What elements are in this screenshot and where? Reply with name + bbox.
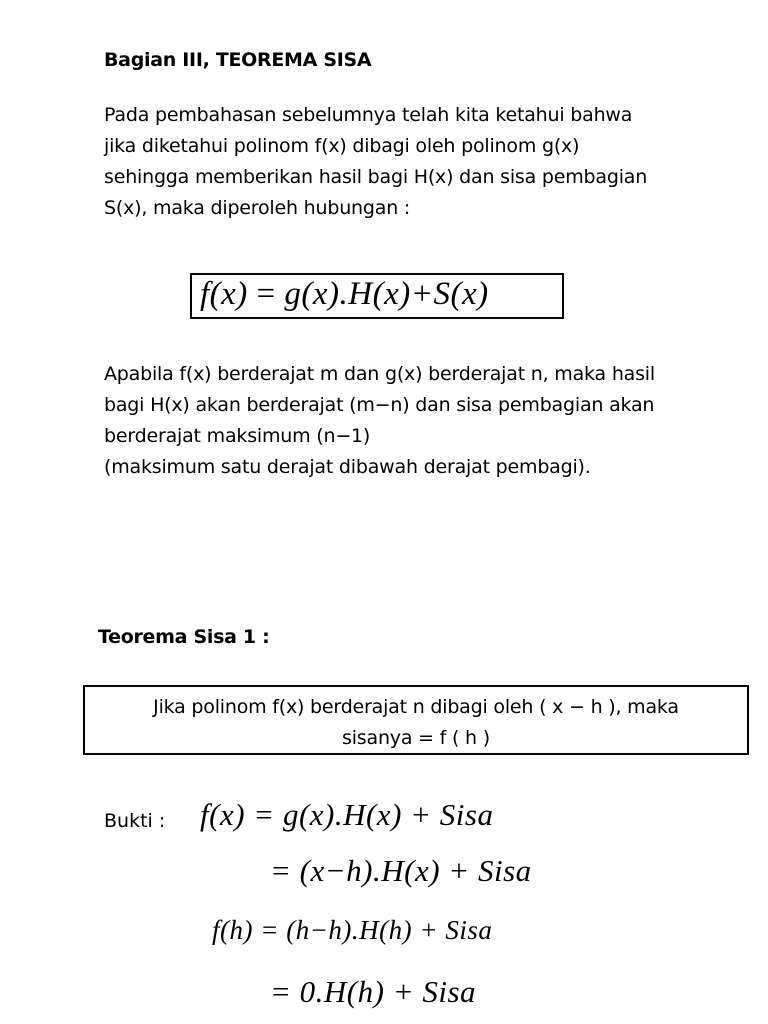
theorem-line: Jika polinom f(x) berderajat n dibagi oleh ( x − h ), maka (153, 696, 679, 718)
intro-line: Pada pembahasan sebelumnya telah kita ketahui bahwa (104, 104, 633, 126)
theorem-line: sisanya = f ( h ) (342, 727, 490, 749)
theorem-statement-box (83, 685, 749, 755)
formula-lhs: f(x) (200, 276, 248, 312)
degree-line: Apabila f(x) berderajat m dan g(x) berderajat n, maka hasil (104, 363, 655, 385)
proof-step-3: f(h) = (h−h).H(h) + Sisa (212, 915, 493, 945)
main-formula-box (190, 273, 564, 319)
main-formula (200, 276, 489, 313)
intro-line: jika diketahui polinom f(x) dibagi oleh polinom g(x) (104, 135, 580, 157)
proof-step-4: = 0.H(h) + Sisa (270, 974, 477, 1009)
formula-rhs: g(x).H(x)+S(x) (284, 276, 489, 312)
intro-line: S(x), maka diperoleh hubungan : (104, 197, 411, 219)
degree-line: berderajat maksimum (n−1) (104, 425, 371, 447)
theorem-title: Teorema Sisa 1 : (98, 626, 270, 648)
section-title: Bagian III, TEOREMA SISA (104, 49, 372, 71)
intro-line: sehingga memberikan hasil bagi H(x) dan sisa pembagian (104, 166, 648, 188)
proof-step-2: = (x−h).H(x) + Sisa (270, 853, 532, 888)
degree-line: bagi H(x) akan berderajat (m−n) dan sisa pembagian akan (104, 394, 655, 416)
proof-step-1: f(x) = g(x).H(x) + Sisa (200, 797, 494, 832)
degree-paragraph (104, 359, 655, 483)
proof-label: Bukti : (104, 810, 166, 832)
formula-equals: = (256, 276, 276, 312)
degree-line: (maksimum satu derajat dibawah derajat pembagi). (104, 456, 591, 478)
intro-paragraph (104, 100, 647, 224)
